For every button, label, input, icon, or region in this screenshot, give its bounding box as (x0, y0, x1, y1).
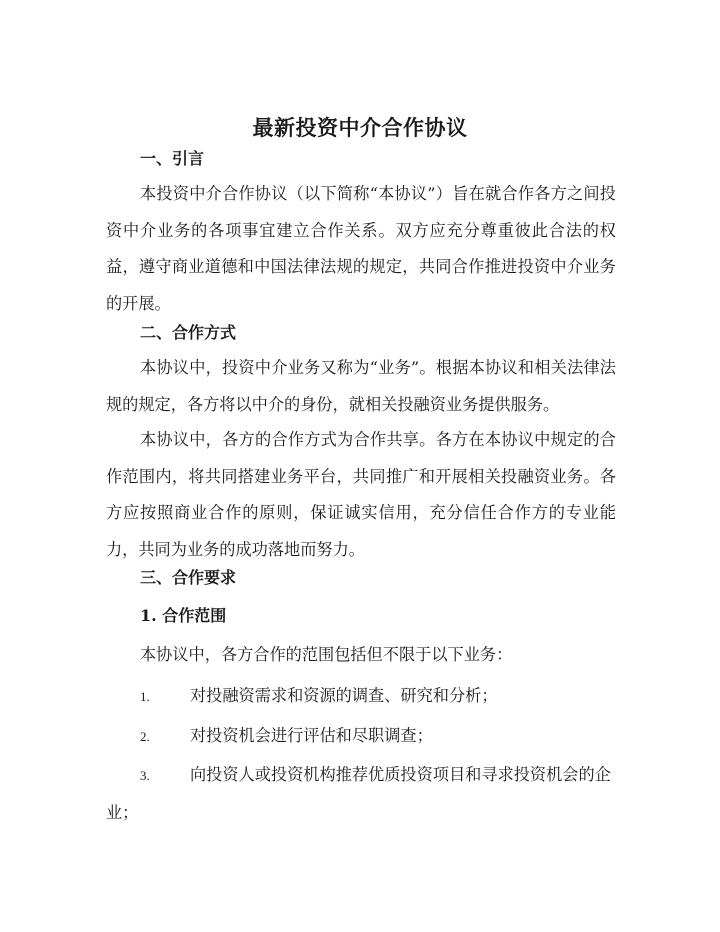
list-item (106, 757, 616, 831)
subsection-heading-cooperation-scope: 1. 合作范围 (140, 606, 227, 625)
paragraph-cooperation-mode-2: 本协议中，各方的合作方式为合作共享。各方在本协议中规定的合作范围内，将共同搭建业务平台，共同推广和开展相关投融资业务。各方应按照商业合作的原则，保证诚实信用，充分信任合作方的专业能力，共同为业务的成功落地而努力。 (106, 430, 616, 559)
section-heading-cooperation-mode: 二、合作方式 (140, 323, 237, 342)
list-item-number: 3. (140, 768, 150, 783)
list-item-number: 1. (140, 689, 150, 704)
list-item-text: 对投资机会进行评估和尽职调查； (190, 726, 433, 745)
section-heading-introduction: 一、引言 (140, 149, 205, 168)
paragraph-cooperation-mode-1: 本协议中，投资中介业务又称为“业务”。根据本协议和相关法律法规的规定，各方将以中介的身份，就相关投融资业务提供服务。 (106, 358, 616, 414)
list-item-text: 对投融资需求和资源的调查、研究和分析； (190, 686, 498, 705)
list-item-number: 2. (140, 729, 150, 744)
list-item (106, 678, 616, 716)
paragraph-introduction: 本投资中介合作协议（以下简称“本协议”）旨在就合作各方之间投资中介业务的各项事宜建立合作关系。双方应充分尊重彼此合法的权益，遵守商业道德和中国法律法规的规定，共同合作推进投资中介业务的开展。 (106, 184, 616, 313)
list-item (106, 718, 616, 756)
section-heading-cooperation-requirements: 三、合作要求 (140, 568, 237, 587)
document-title: 最新投资中介合作协议 (252, 115, 468, 140)
list-item-text: 向投资人或投资机构推荐优质投资项目和寻求投资机会的企业； (106, 765, 611, 822)
paragraph-cooperation-scope: 本协议中，各方合作的范围包括但不限于以下业务： (140, 645, 513, 664)
